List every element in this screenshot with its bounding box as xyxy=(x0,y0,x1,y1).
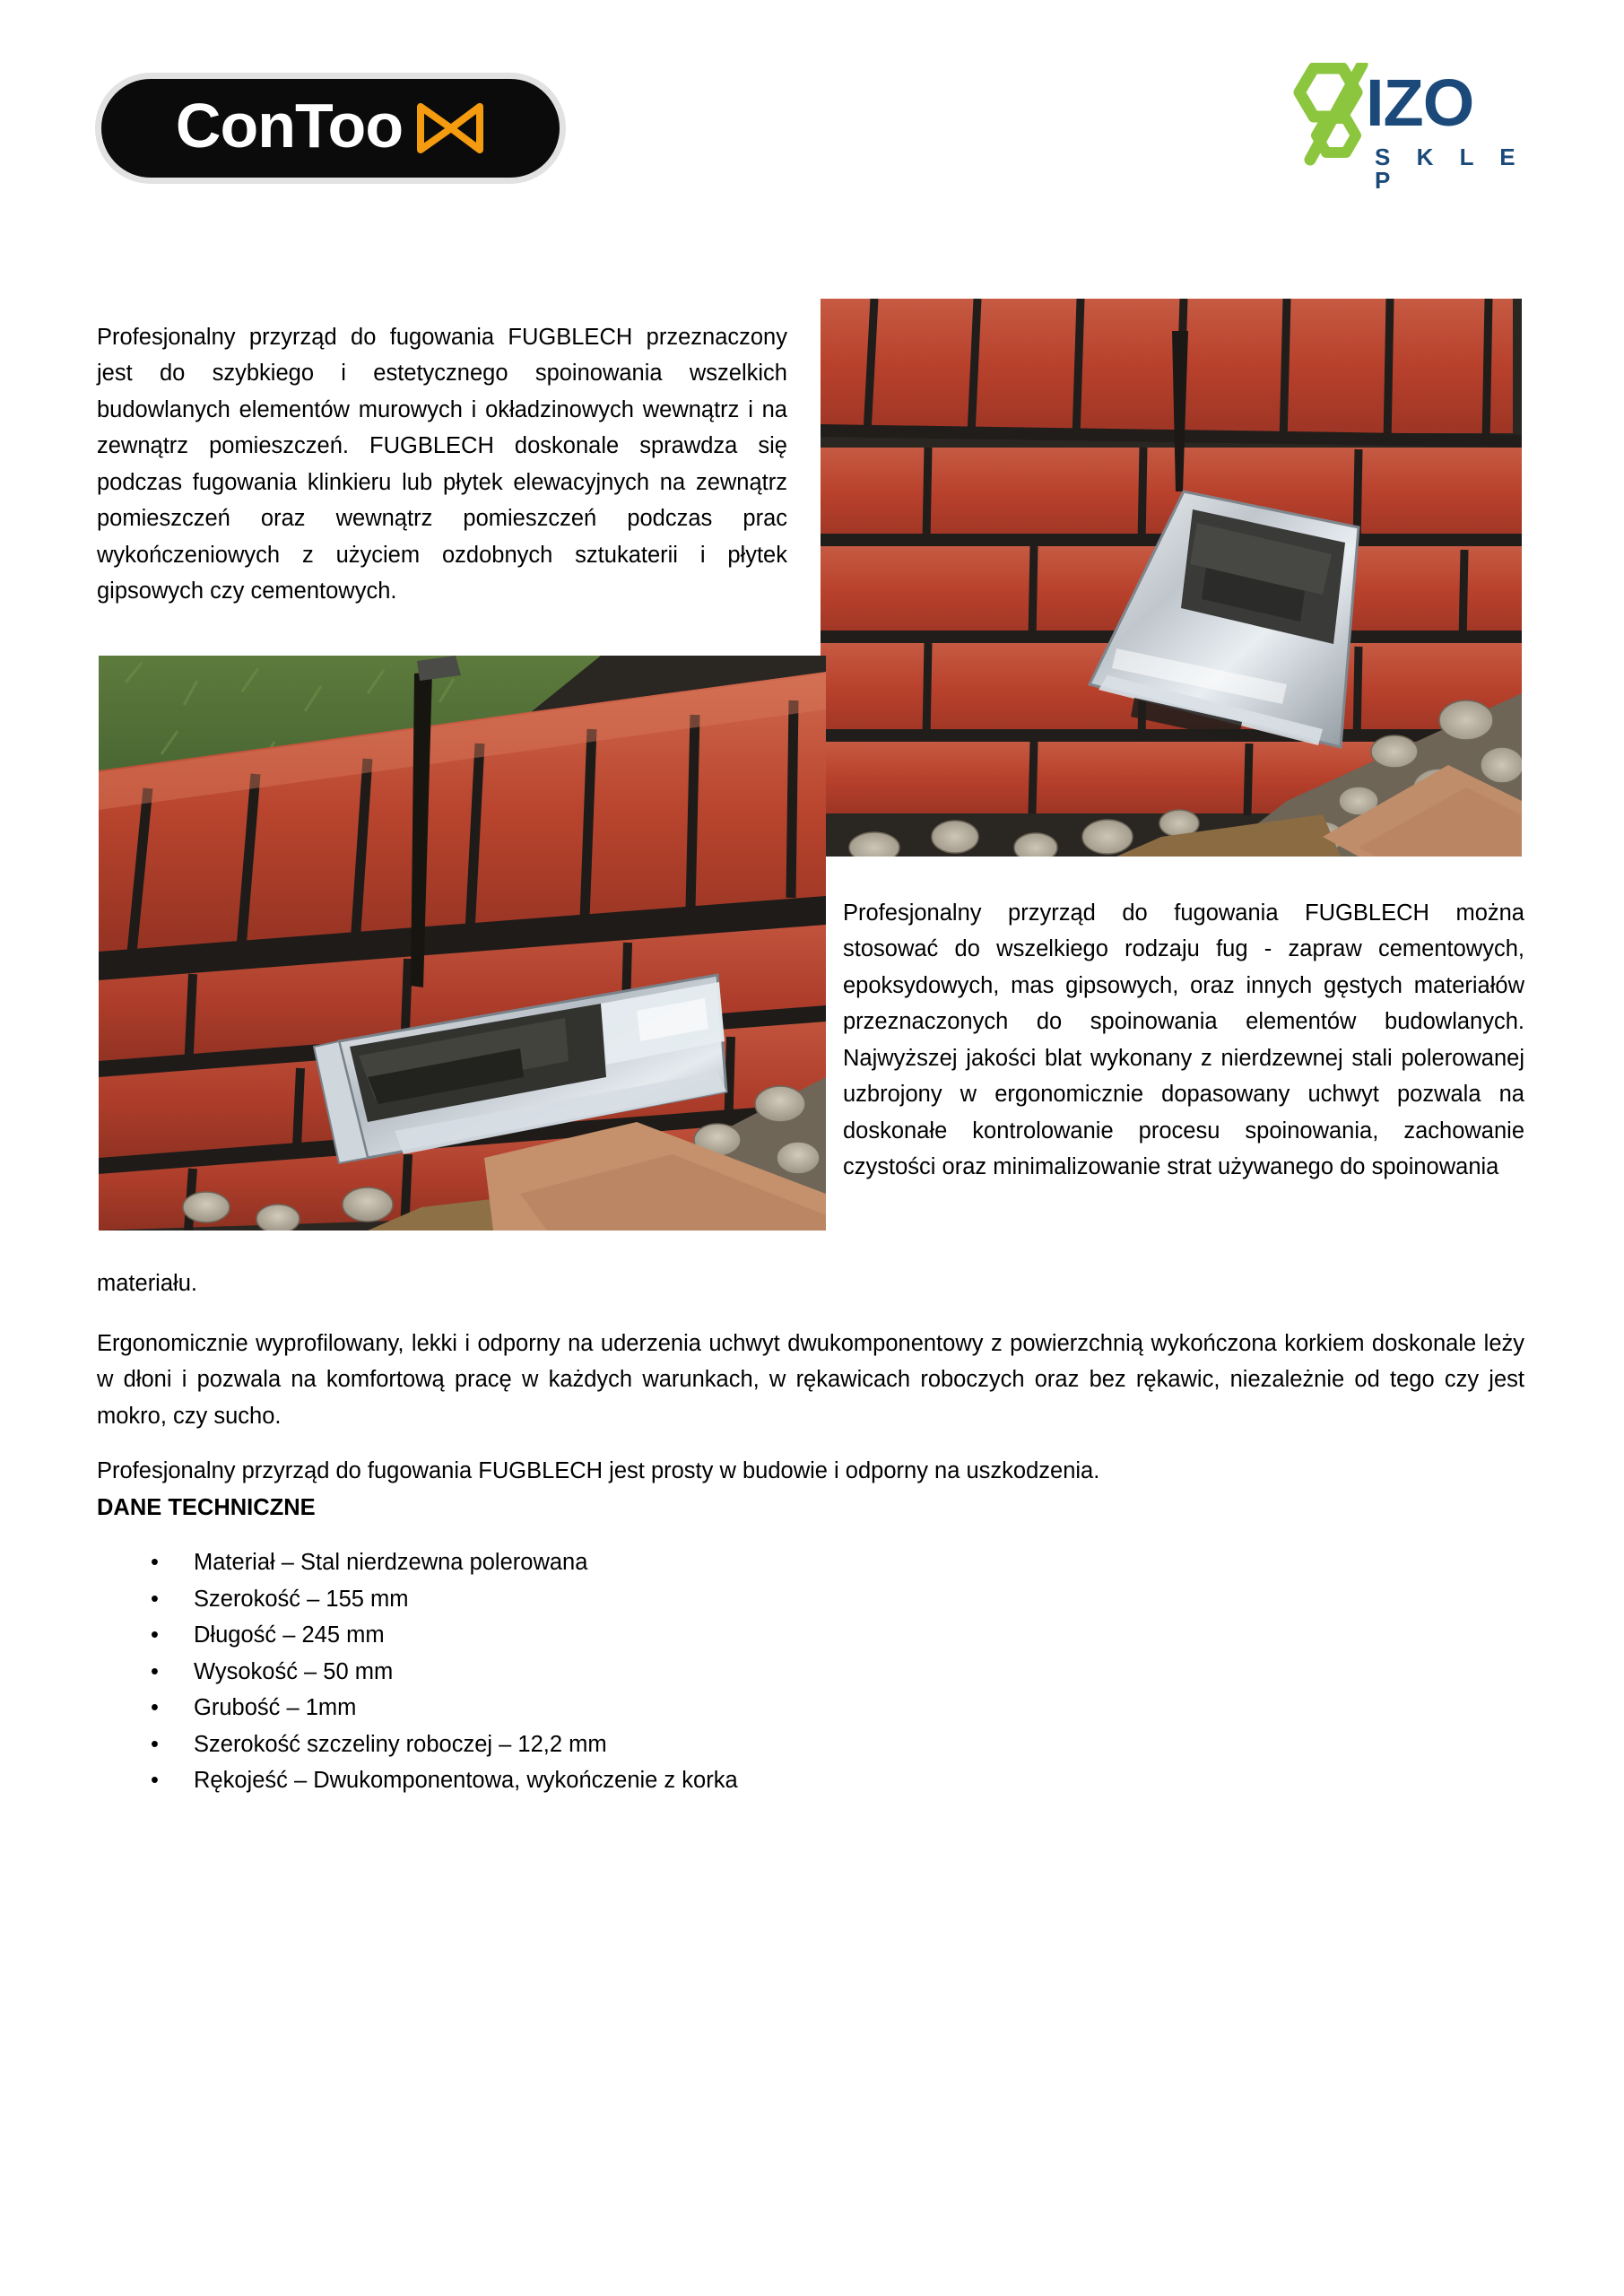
paragraph-applications: Profesjonalny przyrząd do fugowania FUGBLECH można stosować do wszelkiego rodzaju fug - zapraw cementowych, epoksydowych, mas gipsowych, oraz innych gęstych materiałów przeznaczonych do spoinowania elementów budowlanych. Najwyższej jakości blat wykonany z nierdzewnej stali polerowanej uzbrojony w ergonomicznie dopasowany uchwyt pozwala na doskonałe kontrolowanie procesu spoinowania, zachowanie czystości oraz minimalizowanie strat używanego do spoinowania xyxy=(843,900,1524,1179)
spec-text: Materiał – Stal nierdzewna polerowana xyxy=(194,1550,588,1575)
photo-jointing-brick-wall xyxy=(99,656,826,1231)
technical-data-heading: DANE TECHNICZNE xyxy=(97,1495,316,1520)
page-header xyxy=(0,0,1624,224)
izo-logo-text: IZO xyxy=(1366,65,1474,140)
list-item xyxy=(97,1726,1352,1763)
list-item xyxy=(97,1762,1352,1799)
list-item xyxy=(97,1654,1352,1691)
photo-tool-with-mortar xyxy=(821,299,1522,857)
photo-tool-with-mortar-graphic xyxy=(821,299,1522,857)
contoo-brand-logo xyxy=(101,79,560,178)
hexagon-mark-icon xyxy=(1287,63,1373,166)
izo-sklep-logo xyxy=(1287,63,1529,194)
spec-text: Wysokość – 50 mm xyxy=(194,1658,394,1684)
bowtie-mark-icon xyxy=(415,100,485,156)
spec-text: Szerokość szczeliny roboczej – 12,2 mm xyxy=(194,1731,607,1757)
bullet-icon: • xyxy=(151,1550,159,1575)
paragraph-simple-durable: Profesjonalny przyrząd do fugowania FUGBLECH jest prosty w budowie i odporny na uszkodzenia. xyxy=(97,1457,1100,1483)
bullet-icon: • xyxy=(151,1586,159,1612)
bullet-icon: • xyxy=(151,1658,159,1684)
spec-text: Długość – 245 mm xyxy=(194,1622,385,1648)
list-item xyxy=(97,1690,1352,1726)
paragraph-intro: Profesjonalny przyrząd do fugowania FUGBLECH przeznaczony jest do szybkiego i estetycznego spoinowania wszelkich budowlanych elementów murowych i okładzinowych wewnątrz i na zewnątrz pomieszczeń. FUGBLECH doskonale sprawdza się podczas fugowania klinkieru lub płytek elewacyjnych na zewnątrz pomieszczeń oraz wewnątrz pomieszczeń podczas prac wykończeniowych z użyciem ozdobnych sztukaterii i płytek gipsowych czy cementowych. xyxy=(97,324,787,604)
list-item xyxy=(97,1581,1352,1618)
bullet-icon: • xyxy=(151,1622,159,1648)
spec-text: Rękojeść – Dwukomponentowa, wykończenie z korka xyxy=(194,1768,738,1793)
technical-data-list xyxy=(97,1544,1352,1799)
izo-logo-subtitle: S K L E P xyxy=(1375,144,1525,194)
paragraph-applications-tail: materiału. xyxy=(97,1270,197,1296)
spec-text: Grubość – 1mm xyxy=(194,1695,357,1720)
contoo-logo-text: ConToo xyxy=(175,91,404,161)
photo-jointing-brick-wall-graphic xyxy=(99,656,826,1231)
list-item xyxy=(97,1617,1352,1654)
bullet-icon: • xyxy=(151,1695,159,1720)
list-item xyxy=(97,1544,1352,1581)
bullet-icon: • xyxy=(151,1768,159,1793)
paragraph-ergonomics: Ergonomicznie wyprofilowany, lekki i odporny na uderzenia uchwyt dwukomponentowy z powierzchnią wykończona korkiem doskonale leży w dłoni i pozwala na komfortową pracę w każdych warunkach, w rękawicach roboczych oraz bez rękawic, niezależnie od tego czy jest mokro, czy sucho. xyxy=(97,1330,1524,1429)
bullet-icon: • xyxy=(151,1731,159,1757)
spec-text: Szerokość – 155 mm xyxy=(194,1586,409,1612)
